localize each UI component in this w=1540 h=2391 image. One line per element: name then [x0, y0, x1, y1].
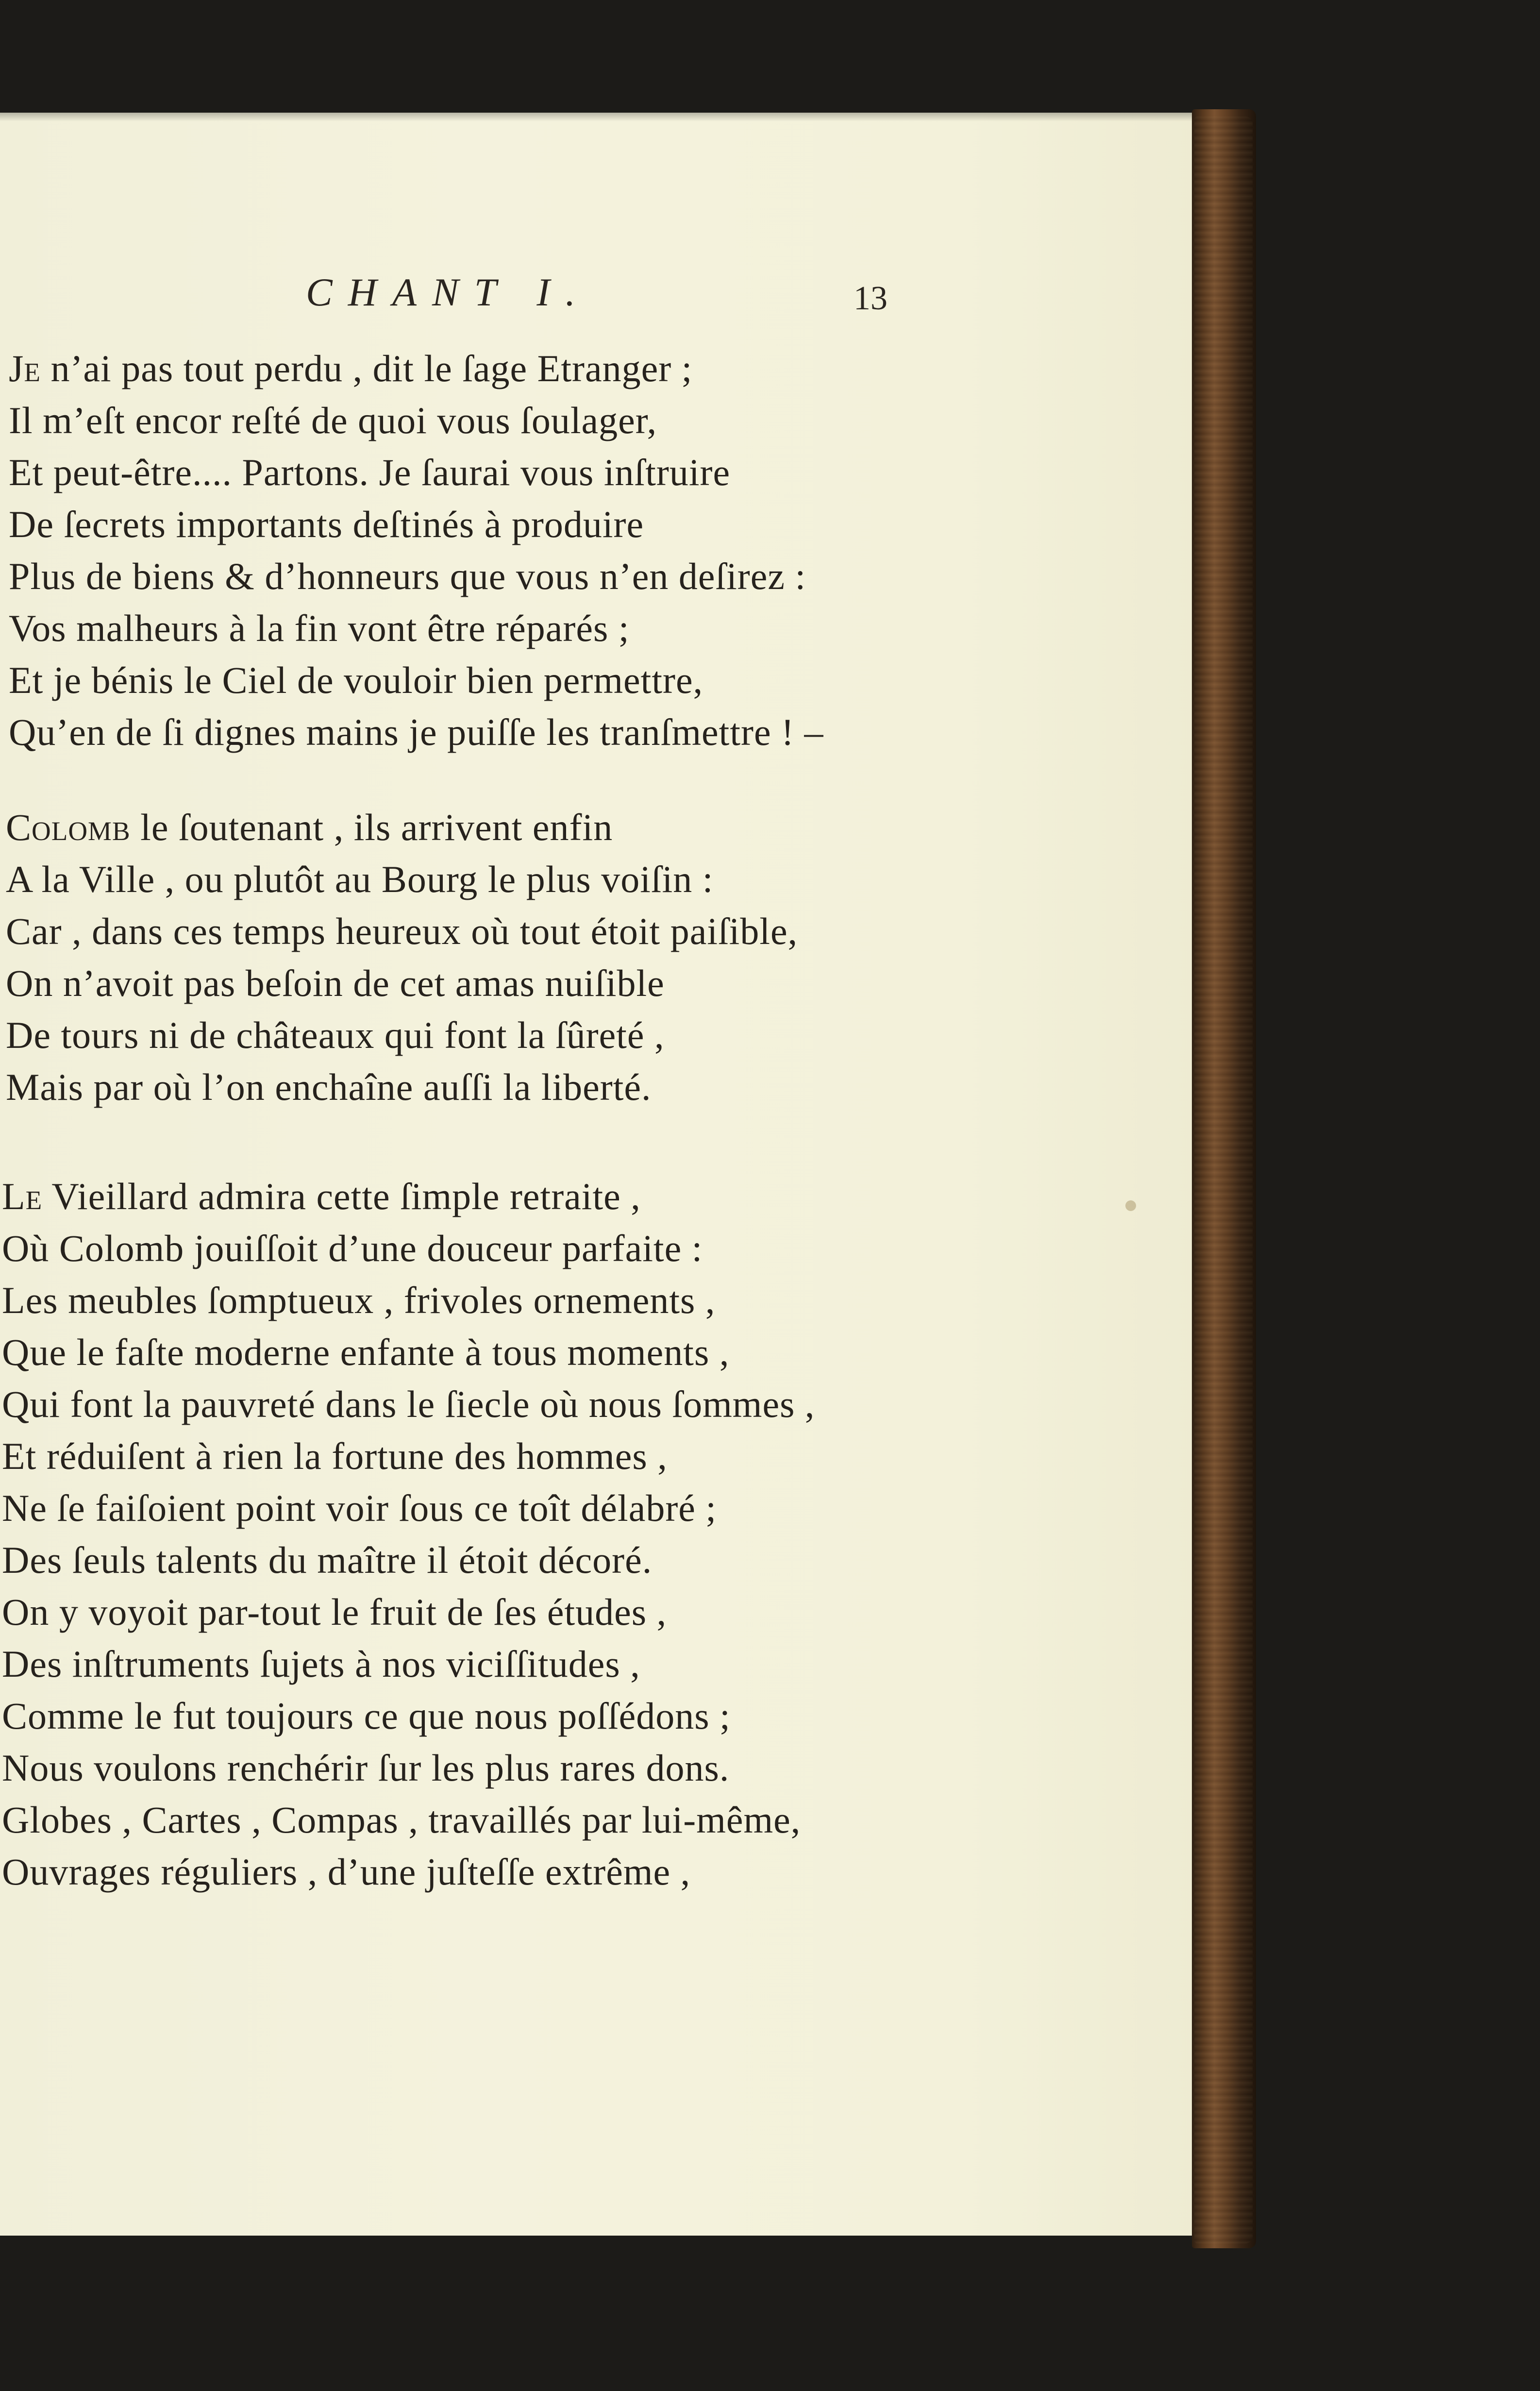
verse-initial: Colomb — [6, 806, 131, 848]
verse-line: Les meubles ſomptueux , frivoles ornements , — [2, 1279, 716, 1321]
page-top-shadow — [0, 113, 1199, 121]
verse-line: A la Ville , ou plutôt au Bourg le plus voiſin : — [6, 858, 714, 900]
verse-line: Qui font la pauvreté dans le ſiecle où nous ſommes , — [2, 1383, 815, 1425]
verse-line: On n’avoit pas beſoin de cet amas nuiſible — [6, 962, 665, 1004]
stanza-2 — [6, 801, 798, 1113]
page-number: 13 — [854, 280, 887, 317]
book-binding-texture — [1194, 117, 1253, 2243]
verse-line: Et réduiſent à rien la fortune des hommes , — [2, 1435, 668, 1477]
verse-line: De ſecrets importants deſtinés à produire — [9, 503, 644, 545]
verse-line: On y voyoit par-tout le fruit de ſes études , — [2, 1591, 667, 1633]
verse-line: Il m’eſt encor reſté de quoi vous ſoulager, — [9, 399, 657, 441]
verse-line: De tours ni de châteaux qui font la ſûreté , — [6, 1014, 665, 1056]
verse-line — [6, 801, 798, 853]
paper-speck — [1125, 1200, 1136, 1211]
verse-line — [2, 1170, 815, 1222]
verse-line: Et je bénis le Ciel de vouloir bien permettre, — [9, 659, 703, 701]
verse-text: n’ai pas tout perdu , dit le ſage Etranger ; — [40, 347, 693, 389]
verse-initial: Le — [2, 1175, 43, 1217]
stanza-1 — [9, 342, 824, 758]
verse-line: Car , dans ces temps heureux où tout étoit paiſible, — [6, 910, 798, 952]
verse-line: Des ſeuls talents du maître il étoit décoré. — [2, 1539, 653, 1581]
verse-text: Vieillard admira cette ſimple retraite , — [42, 1175, 641, 1217]
verse-line: Vos malheurs à la fin vont être réparés ; — [9, 607, 630, 649]
running-title: CHANT I. — [306, 270, 591, 314]
verse-line: Nous voulons renchérir ſur les plus rares dons. — [2, 1747, 730, 1789]
verse-line: Plus de biens & d’honneurs que vous n’en deſirez : — [9, 555, 806, 597]
verse-line — [9, 342, 824, 394]
verse-initial: Je — [9, 347, 41, 389]
verse-line: Des inſtruments ſujets à nos viciſſitudes , — [2, 1643, 640, 1685]
verse-line: Que le faſte moderne enfante à tous moments , — [2, 1331, 730, 1373]
verse-line: Comme le fut toujours ce que nous poſſédons ; — [2, 1695, 731, 1737]
verse-line: Mais par où l’on enchaîne auſſi la liberté. — [6, 1066, 652, 1108]
verse-text: le ſoutenant , ils arrivent enfin — [130, 806, 613, 848]
verse-line: Qu’en de ſi dignes mains je puiſſe les tranſmettre ! – — [9, 711, 824, 753]
verse-line: Ouvrages réguliers , d’une juſteſſe extrême , — [2, 1851, 691, 1893]
verse-line: Ne ſe faiſoient point voir ſous ce toît délabré ; — [2, 1487, 717, 1529]
stanza-3 — [2, 1170, 815, 1898]
verse-line: Et peut-être.... Partons. Je ſaurai vous inſtruire — [9, 451, 731, 493]
verse-line: Globes , Cartes , Compas , travaillés par lui-même, — [2, 1799, 801, 1841]
verse-line: Où Colomb jouiſſoit d’une douceur parfaite : — [2, 1227, 703, 1269]
